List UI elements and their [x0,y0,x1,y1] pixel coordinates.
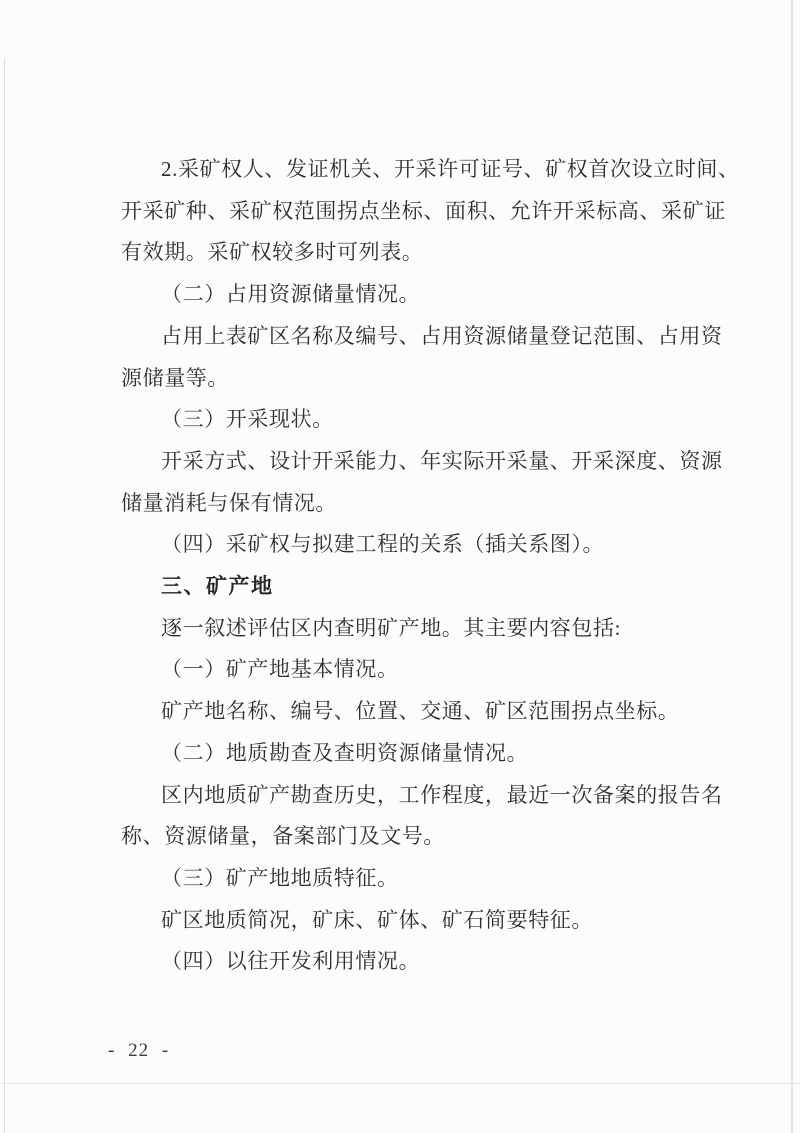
item-2-geological-survey-title: （二）地质勘查及查明资源储量情况。 [161,740,529,765]
paragraph-geological-survey-line-1: 区内地质矿产勘查历史，工作程度，最近一次备案的报告名 [161,782,723,807]
paragraph-occupied-reserves-line-2: 源储量等。 [121,365,229,390]
item-1-basic-situation-title: （一）矿产地基本情况。 [161,657,399,682]
paragraph-geological-features: 矿区地质简况，矿床、矿体、矿石简要特征。 [161,907,593,932]
page-number: - 22 - [108,1040,170,1061]
item-4-relation-to-project-title: （四）采矿权与拟建工程的关系（插关系图）。 [161,532,605,557]
item-3-mining-status-title: （三）开采现状。 [161,407,334,432]
paragraph-basic-situation: 矿产地名称、编号、位置、交通、矿区范围拐点坐标。 [161,699,680,724]
scan-artifact-right-edge-line [791,0,793,1133]
paragraph-mining-rights-line-3: 有效期。采矿权较多时可列表。 [121,240,424,265]
item-4-past-development-title: （四）以往开发利用情况。 [161,949,421,974]
item-2-occupied-reserves-title: （二）占用资源储量情况。 [161,282,421,307]
paragraph-mining-rights-line-1: 2.采矿权人、发证机关、开采许可证号、矿权首次设立时间、 [161,157,740,181]
document-body [121,149,740,983]
scan-artifact-left-edge-line [4,58,5,1133]
scan-artifact-bottom-line [0,1083,800,1084]
item-3-geological-features-title: （三）矿产地地质特征。 [161,865,399,890]
paragraph-mining-rights-line-2: 开采矿种、采矿权范围拐点坐标、面积、允许开采标高、采矿证 [121,198,726,223]
section-heading-mineral-sites: 三、矿产地 [161,575,274,599]
paragraph-mining-status-line-1: 开采方式、设计开采能力、年实际开采量、开采深度、资源 [161,448,723,473]
paragraph-mining-status-line-2: 储量消耗与保有情况。 [121,490,337,515]
paragraph-occupied-reserves-line-1: 占用上表矿区名称及编号、占用资源储量登记范围、占用资 [161,323,723,348]
paragraph-mineral-sites-intro: 逐一叙述评估区内查明矿产地。其主要内容包括: [161,615,622,640]
paragraph-geological-survey-line-2: 称、资源储量，备案部门及文号。 [121,824,445,849]
